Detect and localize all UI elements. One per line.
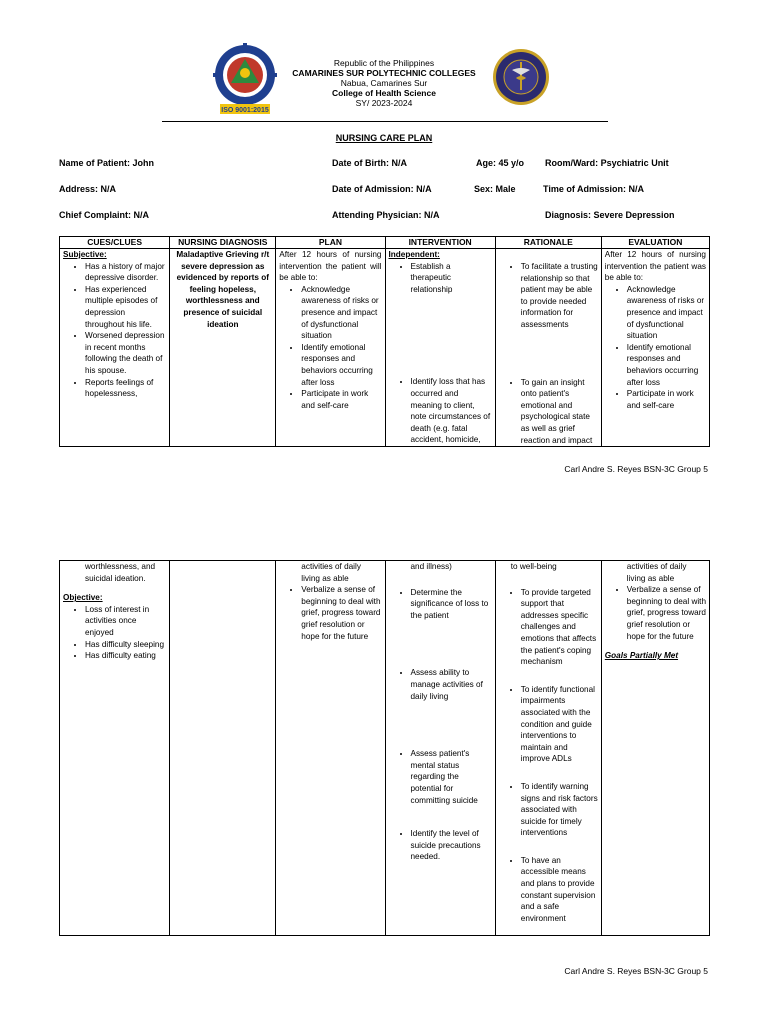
list-item: • Has a history of major depressive disorder. [85, 261, 166, 284]
footer-page2: Carl Andre S. Reyes BSN-3C Group 5 [564, 966, 708, 976]
patient-diagnosis: Diagnosis: Severe Depression [545, 210, 675, 220]
diagnosis-cell [170, 561, 276, 936]
patient-admission-time: Time of Admission: N/A [543, 184, 645, 194]
objective-heading: Objective: [63, 593, 103, 603]
list-item: • To provide targeted support that addresses specific challenges and emotions that affects the patient's coping mechanism [521, 587, 598, 668]
col-header-rationale: RATIONALE [495, 237, 601, 249]
list-item: • Establish a therapeutic relationship [411, 261, 492, 296]
patient-age: Age: 45 y/o [476, 158, 525, 168]
rationale-cell [495, 249, 601, 447]
list-item: • To facilitate a trusting relationship so that patient may be able to provide needed information for assessments [521, 261, 598, 331]
list-item: • Acknowledge awareness of risks or presence and impact of dysfunctional situation [627, 284, 706, 342]
cues-continued: worthlessness, and suicidal ideation. [85, 562, 156, 583]
evaluation-intro: After 12 hours of nursing intervention the patient was be able to: [604, 250, 706, 283]
list-item: • Determine the significance of loss to the patient [411, 587, 492, 622]
evaluation-cell [601, 249, 709, 447]
list-item: • Worsened depression in recent months following the death of his spouse. [85, 330, 166, 376]
evaluation-cell [601, 561, 709, 936]
cues-cell [60, 249, 170, 447]
footer-page1: Carl Andre S. Reyes BSN-3C Group 5 [564, 464, 708, 474]
intervention-continued: and illness) [410, 562, 452, 571]
col-header-evaluation: EVALUATION [601, 237, 709, 249]
list-item: • Has difficulty eating [85, 650, 166, 662]
plan-continued: activities of daily living as able [301, 562, 361, 583]
letterhead-year: SY/ 2023-2024 [355, 98, 413, 108]
rationale-continued: to well-being [510, 562, 557, 571]
plan-cell [276, 561, 385, 936]
patient-complaint: Chief Complaint: N/A [59, 210, 149, 220]
list-item: • Acknowledge awareness of risks or presence and impact of dysfunctional situation [301, 284, 381, 342]
col-header-intervention: INTERVENTION [385, 237, 495, 249]
list-item: • Assess patient's mental status regarding the potential for committing suicide [411, 748, 492, 806]
evaluation-continued: activities of daily living as able [626, 562, 687, 583]
letterhead-college: College of Health Science [332, 88, 436, 98]
list-item: • Verbalize a sense of beginning to deal with grief, progress toward grief resolution or hope for the future [301, 584, 381, 642]
list-item: • Has experienced multiple episodes of depression throughout his life. [85, 284, 166, 330]
plan-cell [276, 249, 385, 447]
letterhead-address: Nabua, Camarines Sur [340, 78, 428, 88]
list-item: • Identify emotional responses and behaviors occurring after loss [301, 342, 381, 388]
list-item: • Identify loss that has occurred and meaning to client, note circumstances of death (e.g. fatal accident, homicide, [411, 376, 492, 446]
letterhead-divider [162, 121, 608, 122]
patient-address: Address: N/A [59, 184, 117, 194]
list-item: • Participate in work and self-care [301, 388, 381, 411]
patient-dob: Date of Birth: N/A [332, 158, 407, 168]
patient-physician: Attending Physician: N/A [332, 210, 440, 220]
col-header-diagnosis: NURSING DIAGNOSIS [170, 237, 276, 249]
list-item: • Has difficulty sleeping [85, 639, 166, 651]
letterhead-school: CAMARINES SUR POLYTECHNIC COLLEGES [292, 68, 476, 78]
list-item: • Identify the level of suicide precautions needed. [411, 828, 492, 863]
subjective-heading: Subjective: [63, 250, 107, 259]
patient-sex: Sex: Male [474, 184, 516, 194]
list-item: • To identify functional impairments associated with the condition and guide interventions to maintain and improve ADLs [521, 684, 598, 765]
goals-status: Goals Partially Met [604, 651, 679, 661]
list-item: • Loss of interest in activities once enjoyed [85, 604, 166, 639]
intervention-cell [385, 561, 495, 936]
rationale-cell [495, 561, 601, 936]
letterhead [270, 58, 498, 108]
patient-name: Name of Patient: John [59, 158, 155, 168]
cspc-logo [212, 43, 278, 117]
cues-cell [60, 561, 170, 936]
list-item: • Verbalize a sense of beginning to deal with grief, progress toward grief resolution or hope for the future [627, 584, 706, 642]
care-plan-table-page2 [59, 560, 710, 936]
list-item: • Identify emotional responses and behaviors occurring after loss [627, 342, 706, 388]
list-item: • Assess ability to manage activities of daily living [411, 667, 492, 702]
intervention-cell [385, 249, 495, 447]
page-title: NURSING CARE PLAN [335, 133, 433, 143]
col-header-cues: CUES/CLUES [60, 237, 170, 249]
iso-label: ISO 9001:2015 [221, 107, 269, 114]
college-seal [492, 48, 550, 106]
letterhead-republic: Republic of the Philippines [333, 58, 435, 68]
list-item: • To identify warning signs and risk factors associated with suicide for timely interventions [521, 781, 598, 839]
nursing-diagnosis-text: Maladaptive Grieving r/t severe depression as evidenced by reports of feeling hopeless, worthlessness and presence of suicidal ideation [176, 250, 270, 329]
plan-intro: After 12 hours of nursing intervention the patient will be able to: [279, 250, 382, 283]
patient-admission-date: Date of Admission: N/A [332, 184, 432, 194]
list-item: • To have an accessible means and plans to provide constant supervision and a safe environment [521, 855, 598, 925]
list-item: • Participate in work and self-care [627, 388, 706, 411]
diagnosis-cell [170, 249, 276, 447]
col-header-plan: PLAN [276, 237, 385, 249]
list-item: • Reports feelings of hopelessness, [85, 377, 166, 400]
list-item: • To gain an insight onto patient's emotional and psychological state as well as grief reaction and impact [521, 377, 598, 447]
care-plan-table-page1 [59, 236, 710, 447]
independent-heading: Independent: [388, 250, 440, 259]
patient-room: Room/Ward: Psychiatric Unit [545, 158, 669, 168]
